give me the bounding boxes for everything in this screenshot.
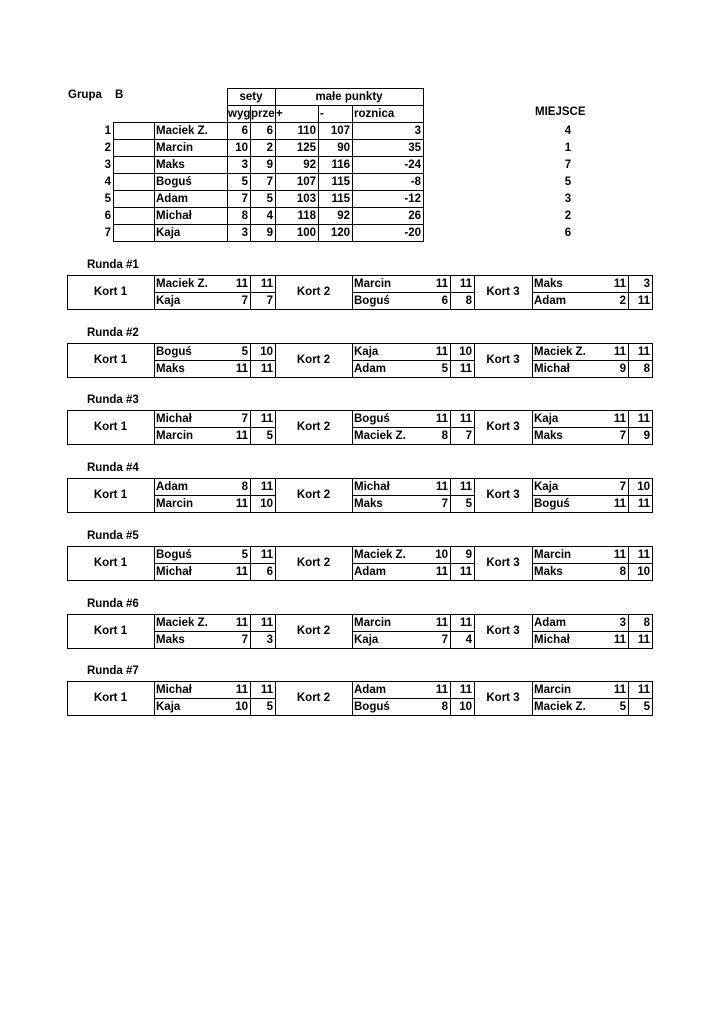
- player-1-name: Marcin: [354, 278, 392, 290]
- court-label: Kort 3: [486, 692, 520, 704]
- round-title: Runda #3: [87, 394, 139, 406]
- points-plus: 92: [303, 159, 316, 171]
- table-rule: [250, 105, 251, 242]
- player-2-score-set-2: 9: [643, 430, 650, 442]
- round-rule: [652, 410, 653, 445]
- points-diff: -20: [404, 227, 421, 239]
- player-2-name: Marcin: [156, 498, 194, 510]
- table-rule: [113, 241, 424, 242]
- sets-lost: 9: [266, 227, 273, 239]
- player-2-name: Adam: [534, 295, 566, 307]
- player-1-score-set-1: 11: [613, 413, 626, 425]
- court-label: Kort 2: [296, 489, 331, 501]
- group-label: Grupa: [68, 89, 102, 101]
- player-2-name: Michał: [534, 363, 570, 375]
- lost-header: prze: [251, 108, 275, 120]
- player-1-score-set-2: 11: [260, 617, 273, 629]
- player-2-score-set-1: 11: [613, 634, 626, 646]
- player-2-score-set-1: 11: [235, 498, 248, 510]
- player-2-score-set-2: 11: [459, 566, 472, 578]
- row-number: 6: [104, 210, 111, 222]
- player-1-score-set-2: 11: [637, 346, 650, 358]
- points-diff: -24: [404, 159, 421, 171]
- player-2-score-set-1: 11: [235, 566, 248, 578]
- player-name: Maks: [156, 159, 185, 171]
- player-2-name: Maciek Z.: [534, 701, 586, 713]
- player-1-score-set-1: 3: [619, 617, 626, 629]
- sets-lost: 9: [266, 159, 273, 171]
- player-1-score-set-2: 11: [459, 684, 472, 696]
- court-label: Kort 3: [486, 557, 520, 569]
- player-2-score-set-2: 11: [637, 295, 650, 307]
- small-points-header: małe punkty: [315, 91, 383, 103]
- round-title: Runda #6: [87, 598, 139, 610]
- player-1-score-set-1: 8: [241, 481, 248, 493]
- table-rule: [154, 122, 155, 242]
- court-label: Kort 2: [296, 286, 331, 298]
- player-2-score-set-2: 5: [643, 701, 650, 713]
- player-2-score-set-2: 5: [266, 701, 273, 713]
- player-2-score-set-1: 8: [619, 566, 626, 578]
- player-1-name: Maciek Z.: [534, 346, 586, 358]
- player-1-name: Marcin: [534, 684, 572, 696]
- player-1-score-set-1: 11: [613, 549, 626, 561]
- round-rule: [652, 614, 653, 649]
- place-value: 3: [564, 193, 572, 205]
- player-2-score-set-1: 7: [441, 498, 448, 510]
- player-1-score-set-2: 11: [459, 413, 472, 425]
- player-1-score-set-1: 11: [435, 617, 448, 629]
- court-label: Kort 2: [296, 557, 331, 569]
- player-2-score-set-2: 3: [266, 634, 273, 646]
- player-2-score-set-2: 11: [459, 363, 472, 375]
- sets-lost: 5: [266, 193, 273, 205]
- player-1-score-set-2: 10: [637, 481, 650, 493]
- player-2-name: Maciek Z.: [354, 430, 406, 442]
- court-label: Kort 1: [93, 421, 128, 433]
- player-2-score-set-1: 11: [235, 430, 248, 442]
- player-1-name: Kaja: [534, 481, 559, 493]
- player-1-score-set-1: 11: [435, 278, 448, 290]
- player-1-score-set-2: 8: [643, 617, 650, 629]
- player-1-score-set-1: 10: [435, 549, 448, 561]
- player-1-score-set-1: 11: [613, 684, 626, 696]
- player-2-score-set-2: 11: [637, 498, 650, 510]
- points-plus: 107: [296, 176, 316, 188]
- player-2-score-set-2: 10: [459, 701, 472, 713]
- player-1-score-set-2: 11: [260, 413, 273, 425]
- court-label: Kort 1: [93, 354, 128, 366]
- player-1-name: Michał: [156, 413, 192, 425]
- round-rule: [652, 681, 653, 716]
- player-2-score-set-2: 8: [465, 295, 472, 307]
- player-2-score-set-2: 7: [465, 430, 472, 442]
- points-plus: 110: [297, 125, 316, 137]
- player-1-name: Michał: [156, 684, 192, 696]
- player-1-name: Adam: [354, 684, 386, 696]
- table-rule: [423, 88, 424, 242]
- player-1-score-set-1: 11: [235, 278, 248, 290]
- player-2-score-set-1: 2: [619, 295, 626, 307]
- player-2-score-set-1: 7: [441, 634, 448, 646]
- player-1-score-set-1: 11: [435, 413, 448, 425]
- player-2-score-set-2: 5: [266, 430, 273, 442]
- player-2-score-set-1: 7: [241, 295, 248, 307]
- sets-lost: 7: [266, 176, 273, 188]
- player-2-score-set-1: 5: [619, 701, 626, 713]
- player-2-score-set-1: 7: [619, 430, 626, 442]
- player-1-score-set-2: 9: [465, 549, 472, 561]
- player-2-name: Maks: [534, 430, 563, 442]
- place-header: MIEJSCE: [535, 106, 586, 118]
- player-2-score-set-1: 11: [435, 566, 448, 578]
- round-rule: [652, 546, 653, 581]
- row-number: 5: [104, 193, 111, 205]
- points-diff: 35: [408, 142, 421, 154]
- court-label: Kort 1: [93, 692, 128, 704]
- player-1-score-set-1: 11: [235, 684, 248, 696]
- player-2-score-set-2: 6: [266, 566, 273, 578]
- player-1-name: Boguś: [354, 413, 390, 425]
- player-1-score-set-2: 10: [260, 346, 273, 358]
- player-2-name: Kaja: [156, 295, 181, 307]
- player-1-score-set-2: 11: [637, 549, 650, 561]
- player-1-score-set-1: 7: [619, 481, 626, 493]
- table-rule: [275, 88, 276, 242]
- round-title: Runda #5: [87, 530, 139, 542]
- player-1-name: Kaja: [354, 346, 379, 358]
- player-1-score-set-1: 11: [613, 346, 626, 358]
- court-label: Kort 2: [296, 421, 331, 433]
- player-1-name: Boguś: [156, 346, 192, 358]
- place-value: 6: [564, 227, 572, 239]
- place-value: 4: [564, 125, 572, 137]
- points-plus: 125: [296, 142, 316, 154]
- player-name: Kaja: [156, 227, 181, 239]
- sets-won: 3: [241, 159, 248, 171]
- player-2-score-set-1: 6: [441, 295, 448, 307]
- court-label: Kort 1: [93, 557, 128, 569]
- player-name: Adam: [156, 193, 188, 205]
- sets-lost: 2: [266, 142, 273, 154]
- place-value: 7: [564, 159, 572, 171]
- place-value: 2: [564, 210, 572, 222]
- points-minus: 115: [331, 176, 350, 188]
- player-2-score-set-2: 11: [260, 363, 273, 375]
- sets-header: sety: [239, 91, 263, 103]
- sets-won: 3: [241, 227, 248, 239]
- player-1-name: Marcin: [354, 617, 392, 629]
- player-name: Boguś: [156, 176, 192, 188]
- player-1-name: Marcin: [534, 549, 572, 561]
- player-1-score-set-2: 11: [260, 549, 273, 561]
- court-label: Kort 2: [296, 354, 331, 366]
- player-2-name: Maks: [156, 634, 185, 646]
- points-diff: 26: [408, 210, 421, 222]
- player-1-score-set-1: 11: [235, 617, 248, 629]
- player-2-score-set-1: 11: [235, 363, 248, 375]
- table-rule: [227, 88, 228, 242]
- player-1-score-set-2: 11: [459, 278, 472, 290]
- court-label: Kort 2: [296, 625, 331, 637]
- court-label: Kort 3: [486, 286, 520, 298]
- group-name: B: [115, 89, 124, 101]
- round-title: Runda #4: [87, 462, 139, 474]
- player-2-name: Kaja: [156, 701, 181, 713]
- court-label: Kort 3: [486, 625, 520, 637]
- round-rule: [652, 275, 653, 310]
- player-name: Michał: [156, 210, 192, 222]
- player-1-score-set-2: 11: [260, 684, 273, 696]
- player-1-score-set-1: 11: [435, 481, 448, 493]
- table-rule: [352, 105, 353, 242]
- sets-won: 6: [241, 125, 248, 137]
- round-title: Runda #2: [87, 327, 139, 339]
- court-label: Kort 3: [486, 354, 520, 366]
- player-1-score-set-2: 11: [260, 481, 273, 493]
- points-diff: 3: [414, 125, 421, 137]
- minus-header: -: [320, 108, 324, 120]
- sets-lost: 4: [266, 210, 273, 222]
- court-label: Kort 1: [93, 286, 128, 298]
- player-1-name: Maciek Z.: [156, 617, 208, 629]
- player-1-score-set-2: 11: [260, 278, 273, 290]
- player-2-name: Adam: [354, 363, 386, 375]
- player-2-name: Adam: [354, 566, 386, 578]
- player-1-score-set-1: 11: [613, 278, 626, 290]
- points-plus: 103: [296, 193, 316, 205]
- plus-header: +: [276, 108, 283, 120]
- points-plus: 100: [296, 227, 316, 239]
- player-2-score-set-1: 7: [241, 634, 248, 646]
- player-2-score-set-1: 8: [441, 430, 448, 442]
- player-1-name: Kaja: [534, 413, 559, 425]
- player-2-score-set-2: 8: [643, 363, 650, 375]
- player-2-name: Michał: [534, 634, 570, 646]
- row-number: 4: [104, 176, 111, 188]
- player-name: Marcin: [156, 142, 194, 154]
- player-1-score-set-2: 11: [459, 617, 472, 629]
- points-minus: 90: [337, 142, 350, 154]
- sets-won: 7: [241, 193, 248, 205]
- player-2-score-set-1: 8: [441, 701, 448, 713]
- sets-won: 8: [241, 210, 248, 222]
- player-2-score-set-2: 11: [637, 634, 650, 646]
- player-1-score-set-2: 11: [459, 481, 472, 493]
- points-diff: -8: [410, 176, 421, 188]
- row-number: 2: [104, 142, 111, 154]
- player-1-name: Maks: [534, 278, 563, 290]
- player-1-name: Boguś: [156, 549, 192, 561]
- round-title: Runda #1: [87, 259, 139, 271]
- points-minus: 92: [337, 210, 350, 222]
- player-2-score-set-1: 5: [441, 363, 448, 375]
- player-2-score-set-1: 9: [619, 363, 626, 375]
- player-2-name: Maks: [354, 498, 383, 510]
- diff-header: roznica: [354, 108, 395, 120]
- player-1-name: Adam: [534, 617, 566, 629]
- player-2-score-set-2: 7: [266, 295, 273, 307]
- player-1-score-set-1: 7: [241, 413, 248, 425]
- player-1-score-set-1: 11: [435, 346, 448, 358]
- round-rule: [652, 478, 653, 513]
- player-2-score-set-2: 4: [465, 634, 472, 646]
- player-1-name: Michał: [354, 481, 390, 493]
- table-rule: [318, 105, 319, 242]
- player-2-name: Maks: [534, 566, 563, 578]
- player-1-score-set-1: 5: [241, 549, 248, 561]
- sets-lost: 6: [266, 125, 273, 137]
- row-number: 1: [104, 125, 111, 137]
- points-minus: 115: [331, 193, 350, 205]
- won-header: wyg: [228, 108, 250, 120]
- player-2-name: Marcin: [156, 430, 194, 442]
- court-label: Kort 3: [486, 421, 520, 433]
- player-2-name: Kaja: [354, 634, 379, 646]
- player-1-score-set-2: 10: [459, 346, 472, 358]
- player-1-score-set-1: 5: [241, 346, 248, 358]
- player-1-name: Maciek Z.: [354, 549, 406, 561]
- player-2-score-set-2: 10: [637, 566, 650, 578]
- player-2-score-set-2: 5: [465, 498, 472, 510]
- court-label: Kort 1: [93, 489, 128, 501]
- round-title: Runda #7: [87, 665, 139, 677]
- sets-won: 5: [241, 176, 248, 188]
- court-label: Kort 2: [296, 692, 331, 704]
- player-1-name: Adam: [156, 481, 188, 493]
- table-rule: [113, 122, 114, 242]
- player-2-name: Boguś: [354, 701, 390, 713]
- player-name: Maciek Z.: [156, 125, 208, 137]
- points-minus: 120: [330, 227, 350, 239]
- points-diff: -12: [404, 193, 421, 205]
- player-1-score-set-2: 11: [637, 413, 650, 425]
- sets-won: 10: [235, 142, 248, 154]
- player-2-name: Boguś: [534, 498, 570, 510]
- round-rule: [652, 343, 653, 378]
- place-value: 5: [564, 176, 572, 188]
- player-1-score-set-2: 11: [637, 684, 650, 696]
- player-1-name: Maciek Z.: [156, 278, 208, 290]
- player-2-score-set-2: 10: [260, 498, 273, 510]
- court-label: Kort 1: [93, 625, 128, 637]
- court-label: Kort 3: [486, 489, 520, 501]
- points-plus: 118: [297, 210, 316, 222]
- row-number: 3: [104, 159, 111, 171]
- player-2-score-set-1: 11: [613, 498, 626, 510]
- points-minus: 107: [330, 125, 350, 137]
- player-2-name: Michał: [156, 566, 192, 578]
- player-2-name: Boguś: [354, 295, 390, 307]
- player-2-score-set-1: 10: [235, 701, 248, 713]
- points-minus: 116: [331, 159, 350, 171]
- place-value: 1: [564, 142, 572, 154]
- player-1-score-set-2: 3: [643, 278, 650, 290]
- row-number: 7: [104, 227, 111, 239]
- player-2-name: Maks: [156, 363, 185, 375]
- player-1-score-set-1: 11: [435, 684, 448, 696]
